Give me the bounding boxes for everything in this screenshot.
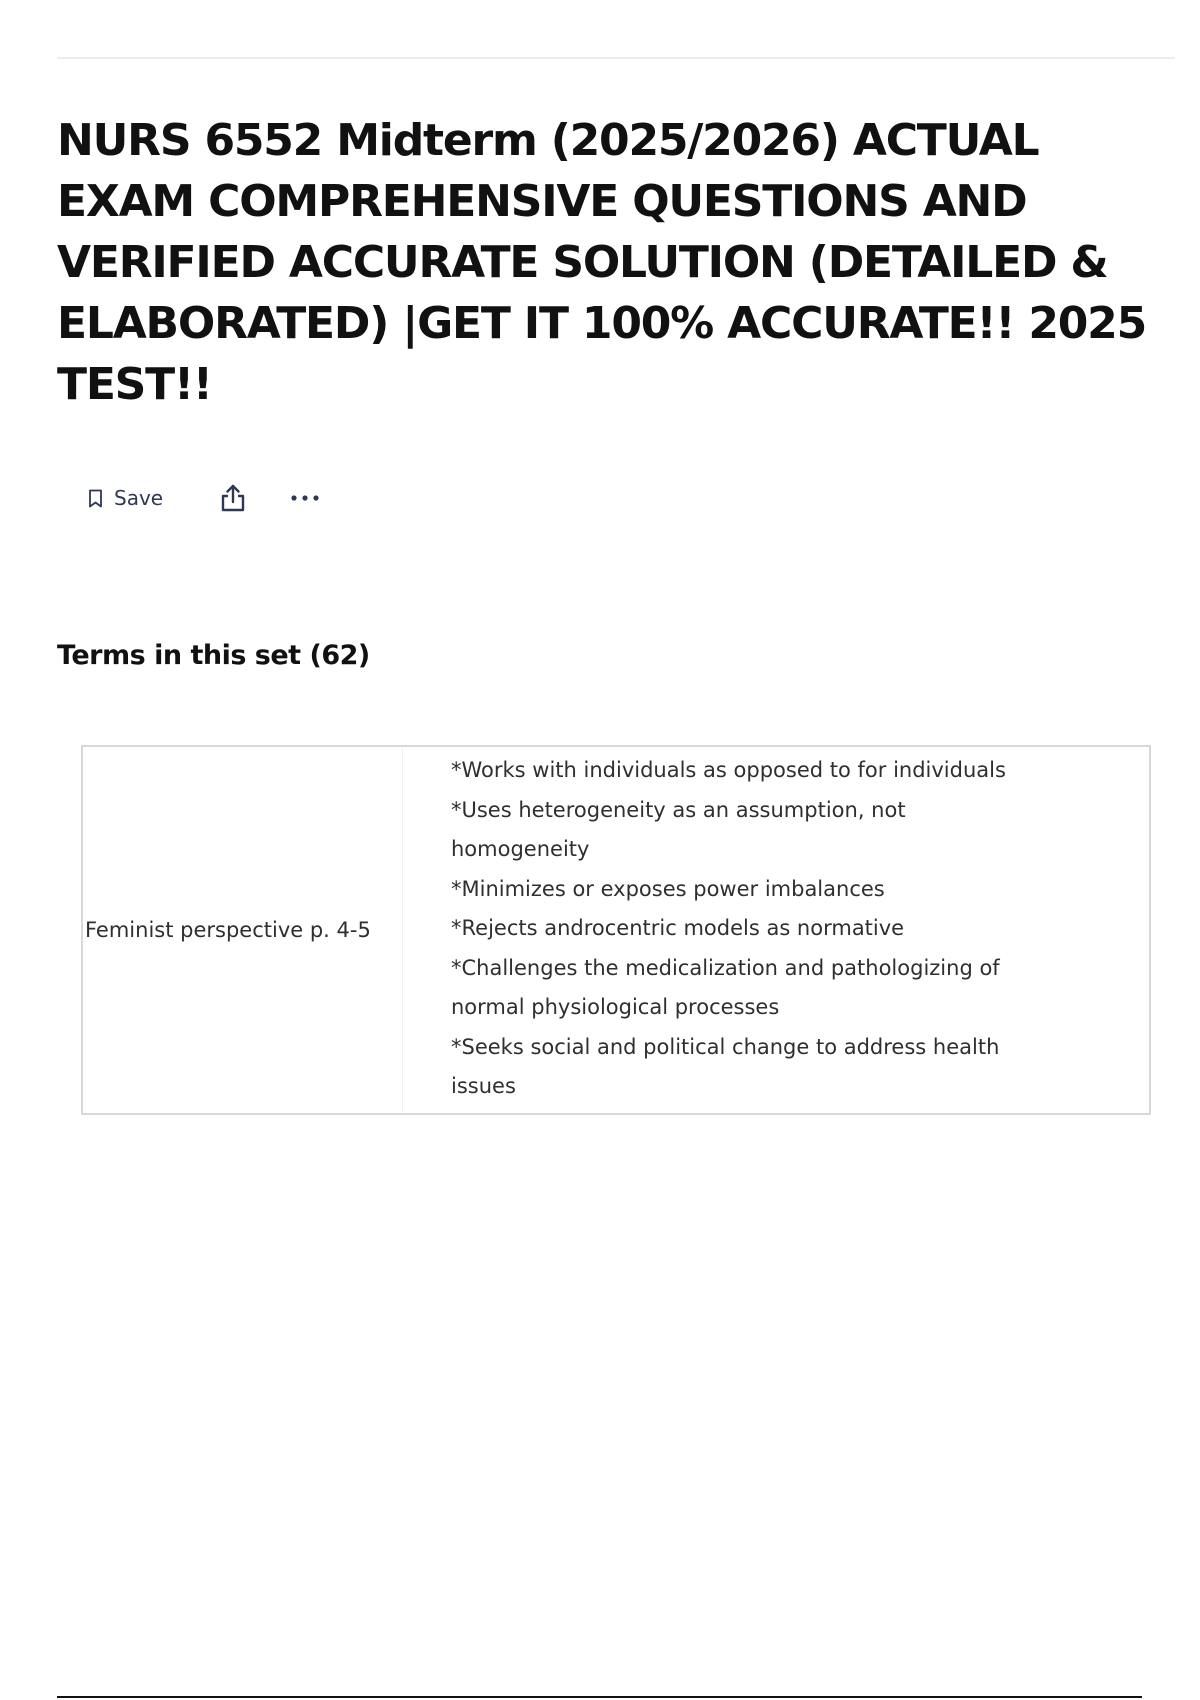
bookmark-icon xyxy=(88,489,103,508)
definition-line: *Rejects androcentric models as normative xyxy=(451,916,905,940)
save-button[interactable] xyxy=(80,486,171,510)
more-button[interactable] xyxy=(287,478,323,518)
bottom-divider xyxy=(57,1696,1142,1698)
page-title: NURS 6552 Midterm (2025/2026) ACTUAL EXAM COMPREHENSIVE QUESTIONS AND VERIFIED ACCURATE SOLUTION (DETAILED & ELABORATED) |GET IT 100% ACCURATE!! 2025 TEST!! xyxy=(57,115,1147,410)
definition-line: *Minimizes or exposes power imbalances xyxy=(451,876,885,901)
definition-line: *Challenges the medicalization and pathologizing of xyxy=(451,955,1000,980)
definition-cell xyxy=(403,747,1149,1113)
share-button[interactable] xyxy=(215,478,251,518)
definition-line: *Seeks social and political change to address health xyxy=(451,1034,1000,1059)
definition-line: homogeneity xyxy=(451,837,590,861)
share-icon xyxy=(220,483,246,513)
definition-line: *Works with individuals as opposed to for individuals xyxy=(451,758,1006,782)
definition-line: *Uses heterogeneity as an assumption, not xyxy=(451,797,906,822)
term-card xyxy=(81,745,1151,1115)
save-label: Save xyxy=(114,486,164,510)
definition-line: issues xyxy=(451,1074,516,1098)
more-icon xyxy=(290,494,320,502)
term-cell xyxy=(83,747,403,1113)
action-bar xyxy=(80,478,323,518)
term-text: Feminist perspective p. 4-5 xyxy=(85,918,371,942)
terms-heading: Terms in this set (62) xyxy=(57,640,370,671)
definition-line: normal physiological processes xyxy=(451,995,780,1019)
top-divider xyxy=(57,57,1175,59)
